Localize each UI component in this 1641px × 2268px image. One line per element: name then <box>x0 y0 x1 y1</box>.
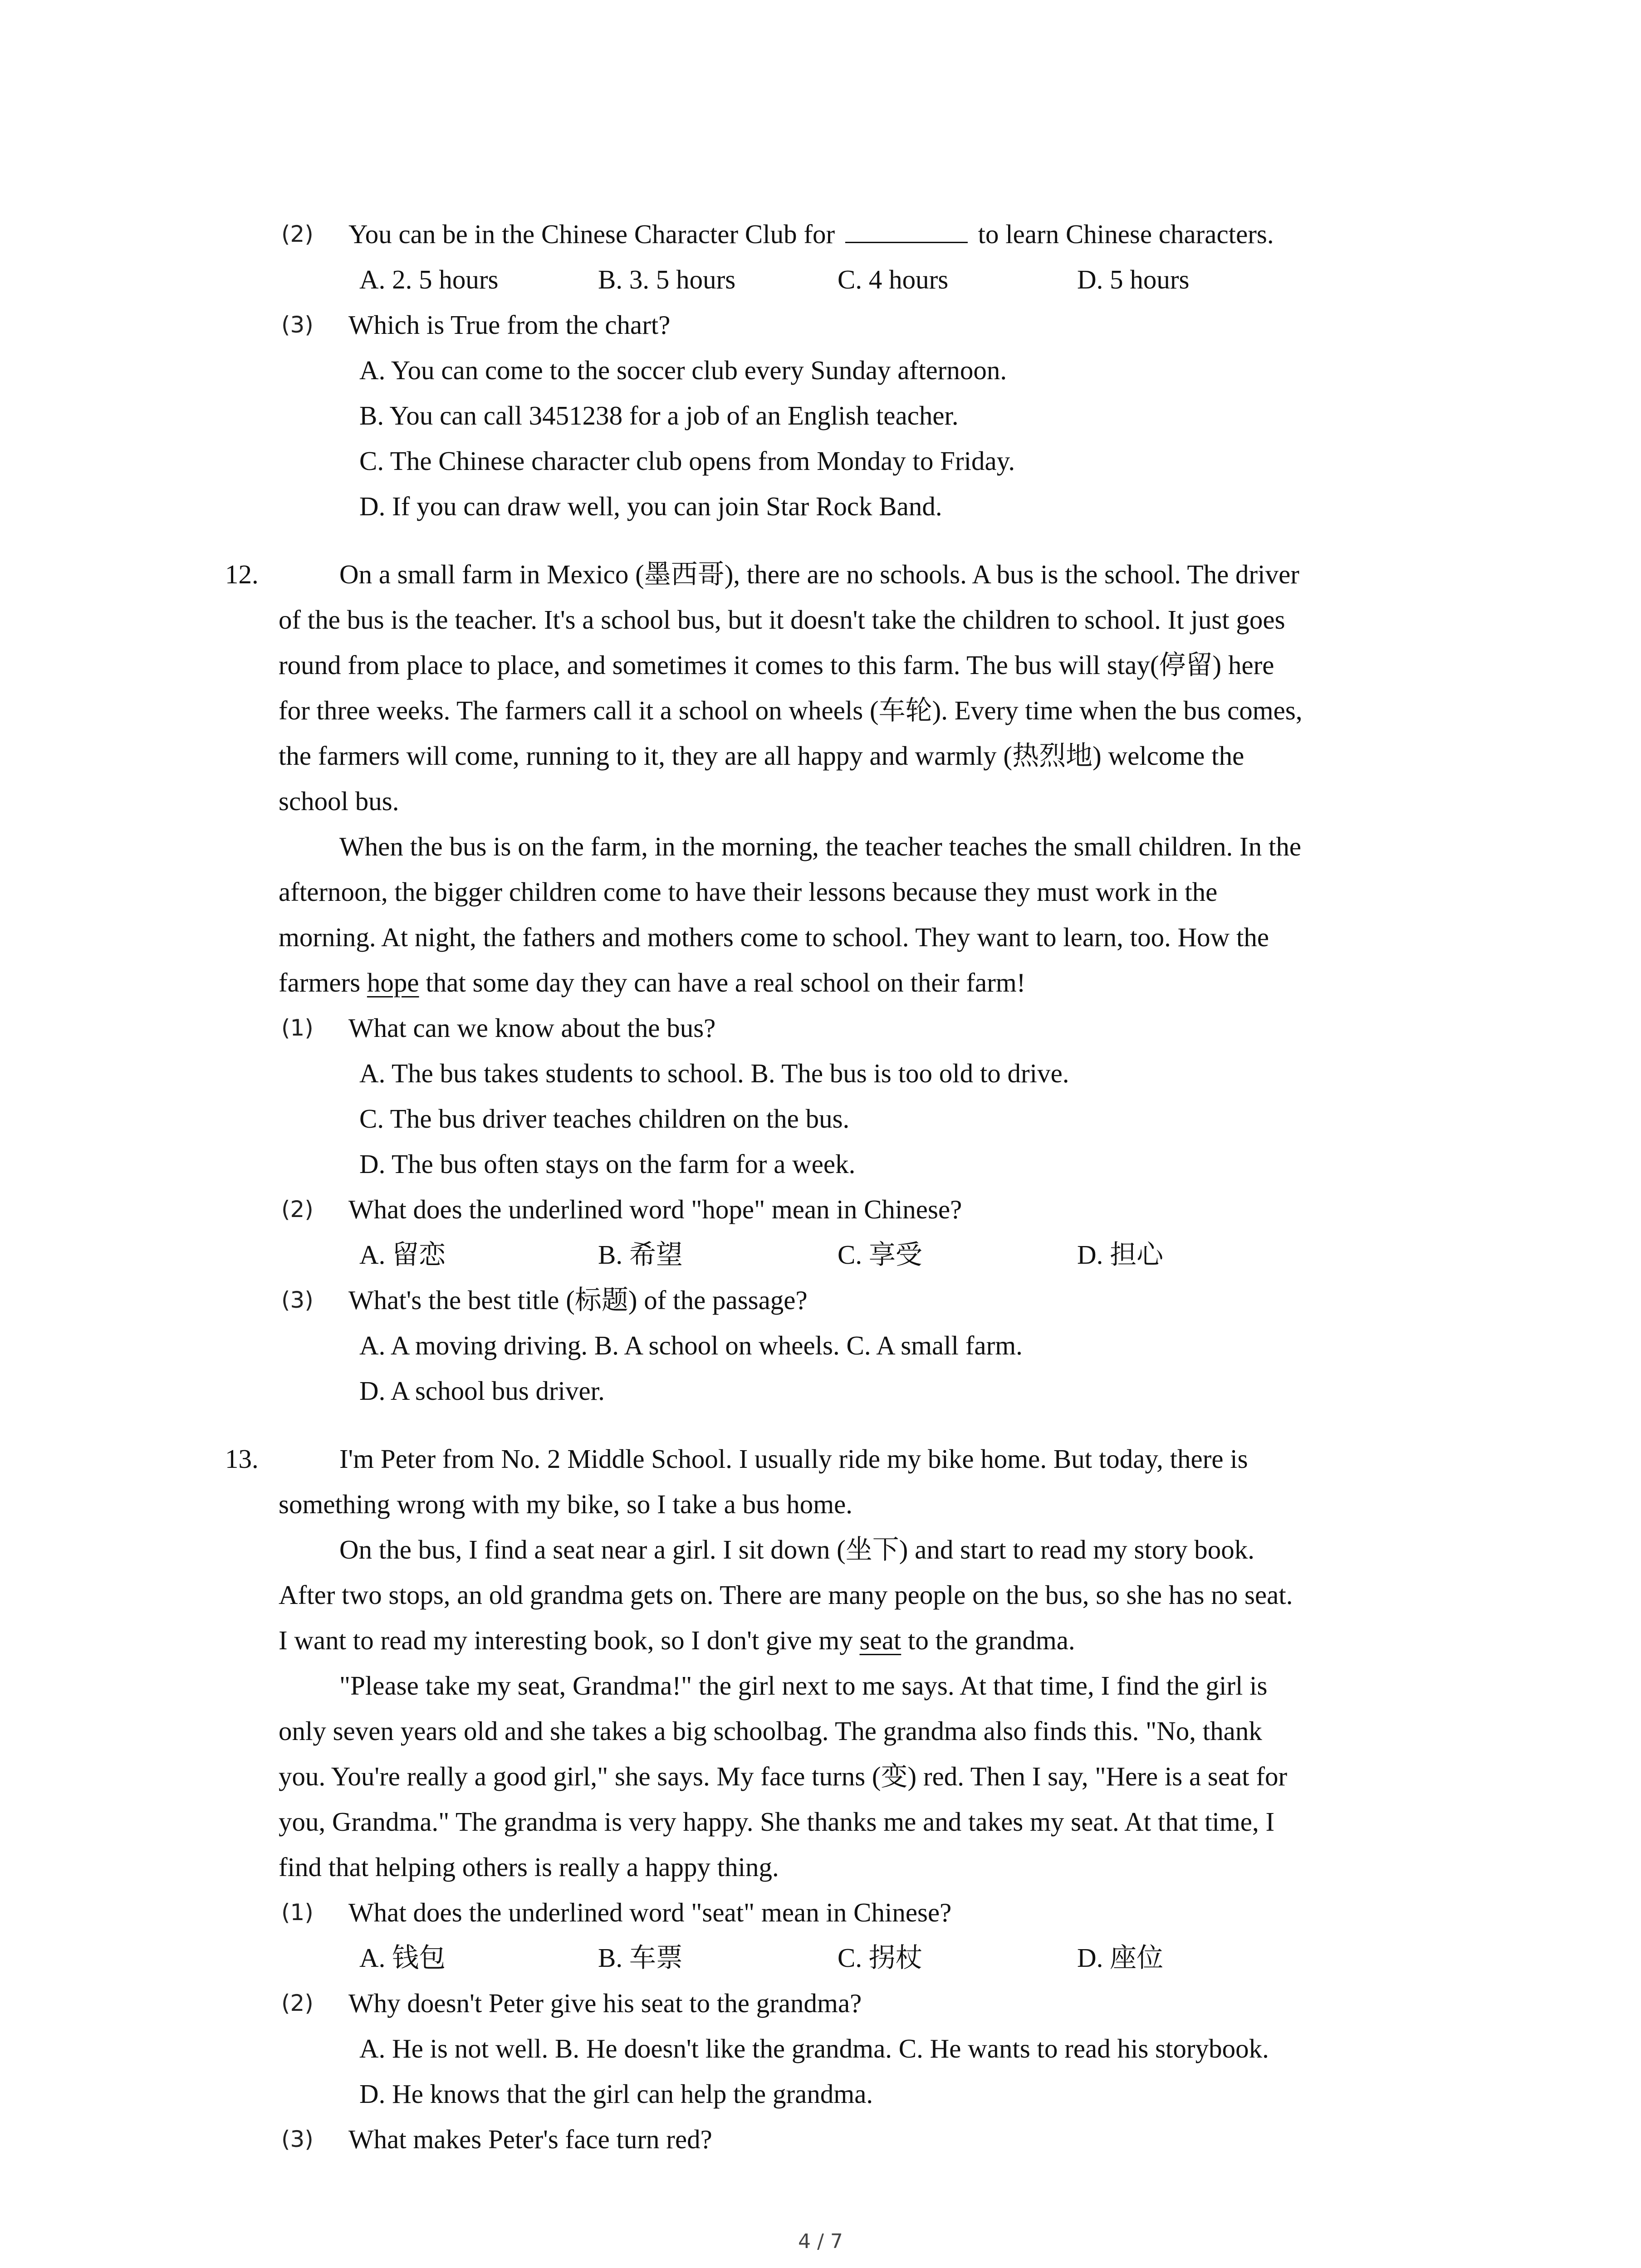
option: A. 留恋 <box>359 1240 446 1270</box>
text-part: that some day they can have a real school on their farm! <box>426 968 1026 997</box>
option: C. The Chinese character club opens from Monday to Friday. <box>359 446 1015 476</box>
option: D. He knows that the girl can help the grandma. <box>359 2079 873 2109</box>
page-number: 4 / 7 <box>798 2230 843 2253</box>
stem-part: to learn Chinese characters. <box>978 219 1274 249</box>
sub-question-stem: Which is True from the chart? <box>348 310 671 340</box>
option: C. The bus driver teaches children on the bus. <box>359 1104 850 1134</box>
text-part: to the grandma. <box>908 1625 1075 1655</box>
passage-line: you, Grandma." The grandma is very happy. She thanks me and takes my seat. At that time, I <box>279 1807 1275 1837</box>
option: C. 享受 <box>838 1240 922 1270</box>
underlined-word: hope <box>367 968 419 997</box>
passage-line: "Please take my seat, Grandma!" the girl next to me says. At that time, I find the girl is <box>339 1671 1268 1701</box>
option: B. 希望 <box>598 1240 683 1270</box>
question-number: 13. <box>225 1444 259 1474</box>
sub-question-stem: What does the underlined word "seat" mean in Chinese? <box>348 1897 952 1927</box>
option: D. 5 hours <box>1077 264 1190 294</box>
passage-line: afternoon, the bigger children come to have their lessons because they must work in the <box>279 877 1218 907</box>
option: B. You can call 3451238 for a job of an English teacher. <box>359 401 959 430</box>
passage-line: I'm Peter from No. 2 Middle School. I usually ride my bike home. But today, there is <box>339 1444 1248 1474</box>
sub-question-number: (3) <box>281 312 314 338</box>
passage-line: you. You're really a good girl," she says. My face turns (变) red. Then I say, "Here is a seat for <box>279 1761 1288 1791</box>
question-number: 12. <box>225 559 259 589</box>
sub-question-stem: Why doesn't Peter give his seat to the grandma? <box>348 1988 862 2018</box>
option: A. 钱包 <box>359 1943 446 1973</box>
sub-question-stem <box>348 215 1274 253</box>
option: A. A moving driving. B. A school on wheels. C. A small farm. <box>359 1330 1023 1360</box>
passage-line: On the bus, I find a seat near a girl. I sit down (坐下) and start to read my story book. <box>339 1535 1255 1564</box>
option: A. He is not well. B. He doesn't like the grandma. C. He wants to read his storybook. <box>359 2033 1269 2063</box>
sub-question-number: (2) <box>281 221 314 247</box>
option: B. 3. 5 hours <box>598 264 736 294</box>
sub-question-number: (1) <box>281 1015 314 1041</box>
option: A. 2. 5 hours <box>359 264 499 294</box>
passage-line: round from place to place, and sometimes it comes to this farm. The bus will stay(停留) here <box>279 650 1274 680</box>
passage-line: something wrong with my bike, so I take a bus home. <box>279 1489 853 1519</box>
passage-line <box>279 963 1025 1002</box>
option: C. 拐杖 <box>838 1943 922 1973</box>
option: D. 担心 <box>1077 1240 1164 1270</box>
option: D. The bus often stays on the farm for a week. <box>359 1149 856 1179</box>
option: C. 4 hours <box>838 264 949 294</box>
passage-line: On a small farm in Mexico (墨西哥), there are no schools. A bus is the school. The driver <box>339 559 1299 589</box>
sub-question-number: (2) <box>281 1196 314 1222</box>
sub-question-number: (3) <box>281 1287 314 1313</box>
option: B. 车票 <box>598 1943 683 1973</box>
sub-question-number: (2) <box>281 1990 314 2016</box>
passage-line: morning. At night, the fathers and mothers come to school. They want to learn, too. How the <box>279 922 1269 952</box>
passage-line: When the bus is on the farm, in the morning, the teacher teaches the small children. In the <box>339 831 1302 861</box>
sub-question-stem: What makes Peter's face turn red? <box>348 2124 712 2154</box>
passage-line <box>279 1621 1075 1659</box>
sub-question-number: (1) <box>281 1899 314 1926</box>
text-part: I want to read my interesting book, so I don't give my <box>279 1625 853 1655</box>
text-part: farmers <box>279 968 361 997</box>
option: D. If you can draw well, you can join Star Rock Band. <box>359 491 942 521</box>
passage-line: find that helping others is really a happy thing. <box>279 1852 779 1882</box>
passage-line: for three weeks. The farmers call it a school on wheels (车轮). Every time when the bus comes, <box>279 695 1303 725</box>
sub-question-stem: What can we know about the bus? <box>348 1013 716 1043</box>
passage-line: the farmers will come, running to it, they are all happy and warmly (热烈地) welcome the <box>279 741 1244 771</box>
stem-part: You can be in the Chinese Character Club for <box>348 219 835 249</box>
passage-line: school bus. <box>279 786 399 816</box>
passage-line: of the bus is the teacher. It's a school bus, but it doesn't take the children to school. It just goes <box>279 605 1285 635</box>
underlined-word: seat <box>859 1625 901 1655</box>
option: D. A school bus driver. <box>359 1376 605 1406</box>
sub-question-stem: What does the underlined word "hope" mean in Chinese? <box>348 1194 962 1224</box>
option: A. You can come to the soccer club every Sunday afternoon. <box>359 355 1007 385</box>
option: D. 座位 <box>1077 1943 1164 1973</box>
sub-question-number: (3) <box>281 2126 314 2152</box>
option: A. The bus takes students to school. B. The bus is too old to drive. <box>359 1058 1069 1088</box>
passage-line: only seven years old and she takes a big schoolbag. The grandma also finds this. "No, thank <box>279 1716 1262 1746</box>
sub-question-stem: What's the best title (标题) of the passage? <box>348 1285 808 1315</box>
answer-blank <box>845 218 968 243</box>
passage-line: After two stops, an old grandma gets on. There are many people on the bus, so she has no seat. <box>279 1580 1293 1610</box>
